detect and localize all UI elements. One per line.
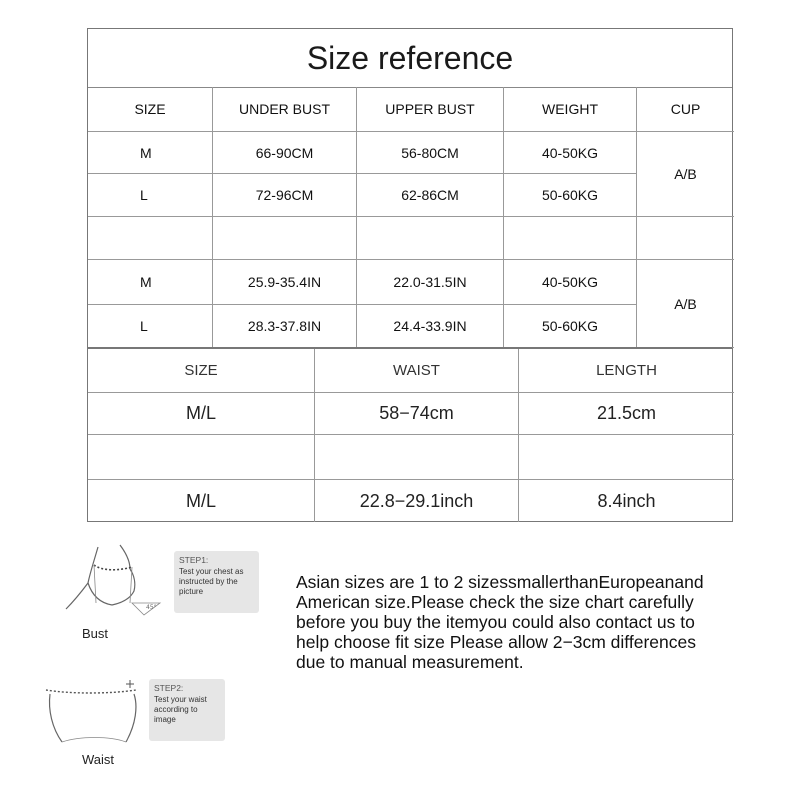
step1-title: STEP1:: [179, 555, 209, 565]
waist-measure-illustration: [40, 676, 152, 748]
waist-label: Waist: [82, 752, 115, 767]
in-row-m-under: 25.9-35.4IN: [213, 260, 357, 305]
waist-cm-size: M/L: [88, 393, 315, 435]
spacer-cell: [357, 217, 504, 260]
bust-measure-illustration: [60, 543, 170, 625]
step1-box: [174, 551, 259, 613]
cm-row-l-size: L: [88, 174, 213, 217]
header-weight: WEIGHT: [504, 87, 637, 132]
in-row-l-size: L: [88, 305, 213, 348]
size-note: [296, 572, 786, 672]
in-row-l-upper: 24.4-33.9IN: [357, 305, 504, 348]
spacer-cell: [88, 435, 315, 480]
cm-row-l-under: 72-96CM: [213, 174, 357, 217]
in-row-m-weight: 40-50KG: [504, 260, 637, 305]
header-upper-bust: UPPER BUST: [357, 87, 504, 132]
in-cup-value: A/B: [637, 260, 734, 348]
step2-text: Test your waist according to image: [154, 695, 207, 724]
page-title: Size reference: [88, 29, 732, 88]
step2-title: STEP2:: [154, 683, 184, 693]
header-cup: CUP: [637, 87, 734, 132]
note-line: Asian sizes are 1 to 2 sizessmallerthanEuropeanand: [296, 572, 704, 592]
note-line: help choose fit size Please allow 2−3cm differences: [296, 632, 696, 652]
size-chart-frame: [87, 28, 733, 522]
in-row-l-weight: 50-60KG: [504, 305, 637, 348]
step1-text: Test your chest as instructed by the picture: [179, 567, 244, 596]
cm-cup-value: A/B: [637, 132, 734, 217]
waist-cm-waist: 58−74cm: [315, 393, 519, 435]
cm-row-m-weight: 40-50KG: [504, 132, 637, 174]
in-row-m-size: M: [88, 260, 213, 305]
spacer-cell: [88, 217, 213, 260]
waist-header-size: SIZE: [88, 349, 315, 393]
note-line: before you buy the itemyou could also contact us to: [296, 612, 695, 632]
cm-row-l-upper: 62-86CM: [357, 174, 504, 217]
spacer-cell: [315, 435, 519, 480]
cm-row-m-upper: 56-80CM: [357, 132, 504, 174]
note-line: American size.Please check the size chart carefully: [296, 592, 694, 612]
cm-row-m-under: 66-90CM: [213, 132, 357, 174]
waist-cm-length: 21.5cm: [519, 393, 734, 435]
waist-in-waist: 22.8−29.1inch: [315, 480, 519, 522]
spacer-cell: [637, 217, 734, 260]
cm-row-m-size: M: [88, 132, 213, 174]
waist-header-waist: WAIST: [315, 349, 519, 393]
in-row-l-under: 28.3-37.8IN: [213, 305, 357, 348]
spacer-cell: [519, 435, 734, 480]
waist-header-length: LENGTH: [519, 349, 734, 393]
spacer-cell: [213, 217, 357, 260]
in-row-m-upper: 22.0-31.5IN: [357, 260, 504, 305]
bust-label: Bust: [82, 626, 109, 641]
header-size: SIZE: [88, 87, 213, 132]
step2-box: [149, 679, 225, 741]
spacer-cell: [504, 217, 637, 260]
note-line: due to manual measurement.: [296, 652, 524, 672]
angle-label: 45°: [146, 604, 157, 611]
header-under-bust: UNDER BUST: [213, 87, 357, 132]
waist-in-length: 8.4inch: [597, 490, 656, 511]
cm-row-l-weight: 50-60KG: [504, 174, 637, 217]
waist-in-size: M/L: [88, 480, 315, 522]
